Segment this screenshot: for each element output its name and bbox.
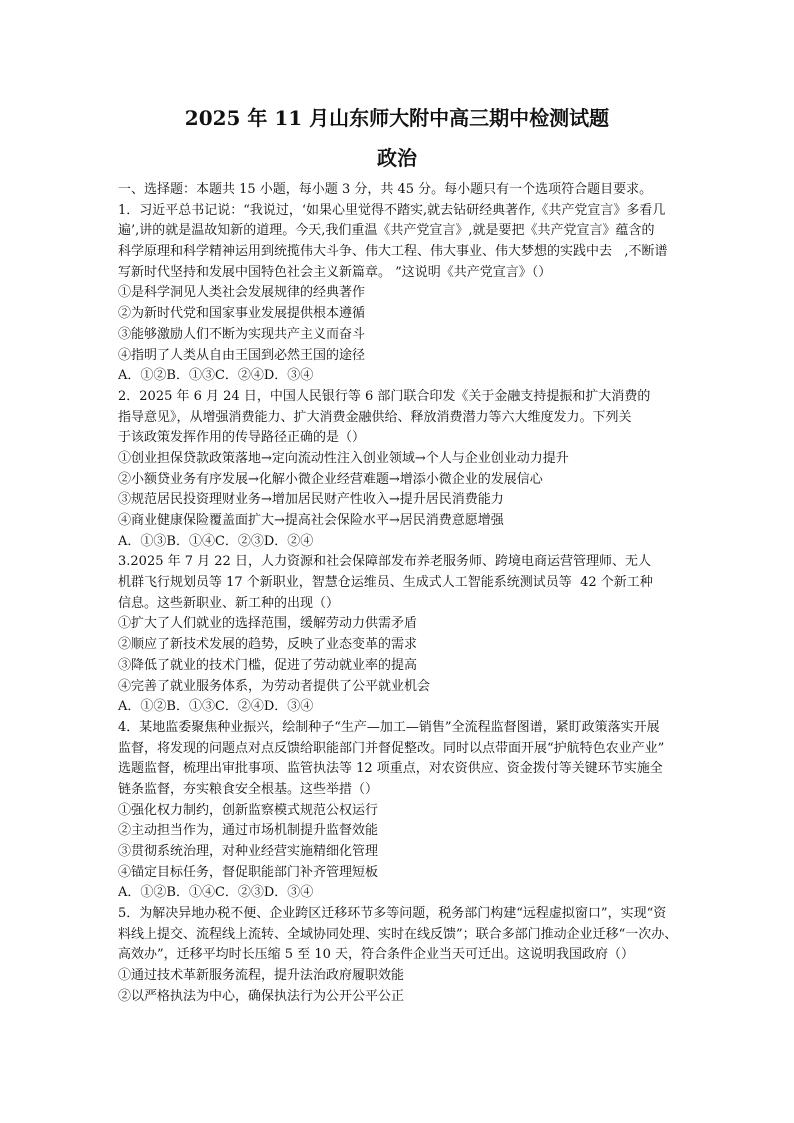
question-stem-line: 写新时代坚持和发展中国特色社会主义新篇章。 ”这说明《共产党宣言》（） [118,264,552,280]
question-stem-line: 选题监督，梳理出审批事项、监管执法等 12 项重点，对农资供应、资金拨付等关键环节实施全 [118,761,663,777]
statement-option: ①通过技术革新服务流程，提升法治政府履职效能 [118,968,405,984]
question-stem-line: 1．习近平总书记说：“我说过，‘如果心里觉得不踏实,就去钻研经典著作,《共产党宣言》多看几 [118,202,666,218]
statement-option: ②小额贷业务有序发展→化解小微企业经营难题→增添小微企业的发展信心 [118,471,543,487]
statement-option: ③贯彻系统治理，对种业经营实施精细化管理 [118,844,379,859]
statement-option: ②顺应了新技术发展的趋势，反映了业态变革的需求 [118,637,418,653]
answer-choices: A．①②B．①③C．②④D．③④ [118,699,314,715]
question-2 [118,387,688,553]
statement-option: ①扩大了人们就业的选择范围，缓解劳动力供需矛盾 [118,616,418,632]
statement-option: ①是科学洞见人类社会发展规律的经典著作 [118,285,366,301]
answer-choices: A．①②B．①④C．②③D．③④ [118,885,314,901]
statement-option: ②为新时代党和国家事业发展提供根本遵循 [118,306,366,322]
question-stem-line: 2．2025 年 6 月 24 日，中国人民银行等 6 部门联合印发《关于金融支持提振和扩大消费的 [118,388,651,404]
question-4 [118,718,688,904]
question-stem-line: 链条监督，夯实粮食安全根基。这些举措（） [118,781,379,797]
subject-heading: 政治 [377,146,417,170]
question-stem-line: 指导意见》，从增强消费能力、扩大消费金融供给、释放消费潜力等六大维度发力。下列关 [118,409,632,425]
question-3 [118,552,688,718]
statement-option: ③降低了就业的技术门槛，促进了劳动就业率的提高 [118,657,418,673]
statement-option: ④指明了人类从自由王国到必然王国的途径 [118,347,366,363]
question-stem-line: 5．为解决异地办税不便、企业跨区迁移环节多等问题，税务部门构建“远程虚拟窗口”，实现“资 [118,906,667,922]
statement-option: ④完善了就业服务体系，为劳动者提供了公平就业机会 [118,678,431,694]
question-stem-line: 监督，将发现的问题点对点反馈给职能部门并督促整改。同时以点带面开展“护航特色农业产业” [118,740,665,756]
statement-option: ③能够激励人们不断为实现共产主义而奋斗 [118,326,366,342]
statement-option: ④商业健康保险覆盖面扩大→提高社会保险水平→居民消费意愿增强 [118,513,504,528]
question-1 [118,201,688,387]
answer-choices: A．①②B．①③C．②④D．③④ [118,368,314,384]
section-header: 一、选择题：本题共 15 小题，每小题 3 分，共 45 分。每小题只有一个选项符合题目要求。 [118,182,653,197]
statement-option: ①强化权力制约，创新监察模式规范公权运行 [118,802,379,818]
question-stem-line: 3.2025 年 7 月 22 日，人力资源和社会保障部发布养老服务师、跨境电商运营管理师、无人 [118,554,651,570]
exam-title: 2025 年 11 月山东师大附中高三期中检测试题 [184,106,610,130]
answer-choices: A．①③B．①④C．②③D．②④ [118,533,314,549]
statement-option: ②主动担当作为，通过市场机制提升监督效能 [118,823,379,839]
exam-content [118,180,688,1008]
statement-option: ④锚定目标任务，督促职能部门补齐管理短板 [118,864,379,880]
question-stem-line: 料线上提交、流程线上流转、全域协同处理、实时在线反馈”；联合多部门推动企业迁移“一次办、 [118,926,678,942]
statement-option: ②以严格执法为中心，确保执法行为公开公平公正 [118,988,405,1004]
question-5 [118,904,688,1007]
statement-option: ③规范居民投资理财业务→增加居民财产性收入→提升居民消费能力 [118,492,504,508]
question-stem-line: 遍’,讲的就是温故知新的道理。今天,我们重温《共产党宣言》,就是要把《共产党宣言》蕴含的 [118,223,655,239]
question-stem-line: 信息。这些新职业、新工种的出现（） [118,595,340,611]
question-stem-line: 科学原理和科学精神运用到统揽伟大斗争、伟大工程、伟大事业、伟大梦想的实践中去 ,不断谱 [118,244,668,260]
question-stem-line: 高效办”，迁移平均时长压缩 5 至 10 天，符合条件企业当天可迁出。这说明我国政府（） [118,947,634,963]
statement-option: ①创业担保贷款政策落地→定向流动性注入创业领域→个人与企业创业动力提升 [118,450,569,466]
question-stem-line: 4．某地监委聚焦种业振兴，绘制种子“生产—加工—销售”全流程监督图谱，紧盯政策落实开展 [118,719,660,735]
question-stem-line: 于该政策发挥作用的传导路径正确的是（） [118,430,366,446]
question-stem-line: 机群飞行规划员等 17 个新职业，智慧仓运维员、生成式人工智能系统测试员等 42 个新工种 [118,575,653,591]
